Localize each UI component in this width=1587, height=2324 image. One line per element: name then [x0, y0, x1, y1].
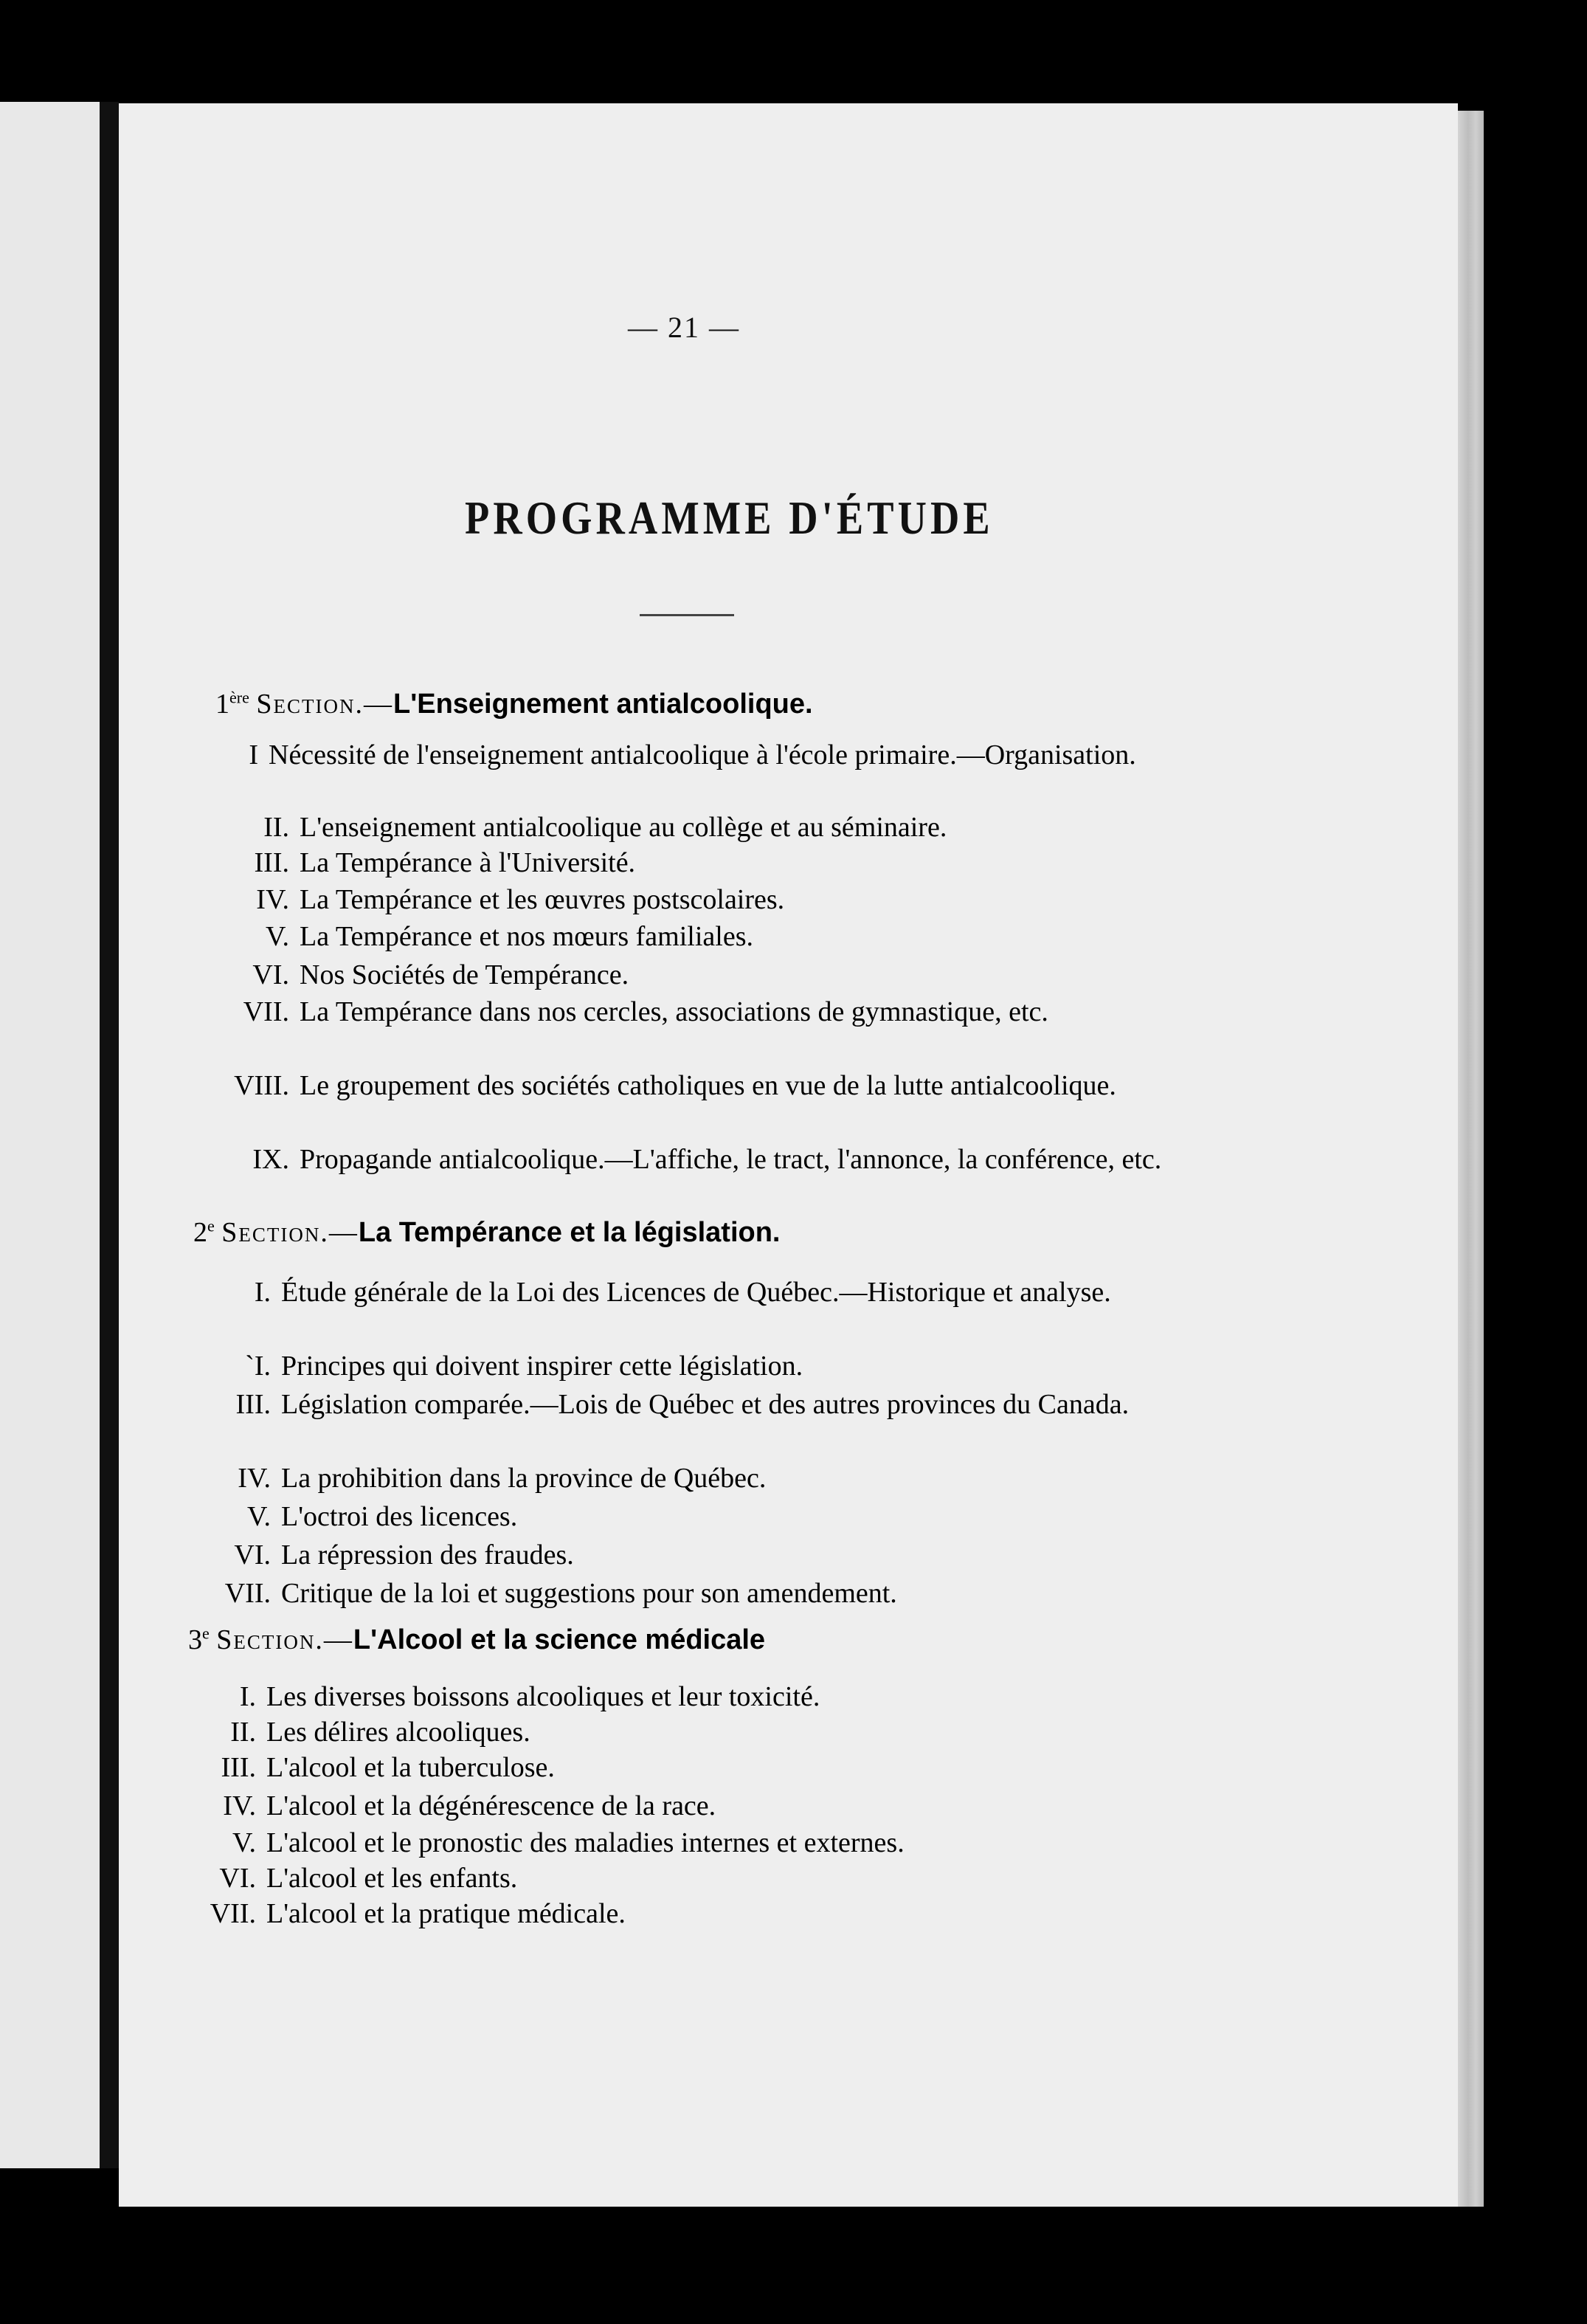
item-number: I: [249, 739, 258, 770]
item-text: La répression des fraudes.: [281, 1539, 574, 1570]
item-text: L'alcool et le pronostic des maladies internes et externes.: [266, 1827, 905, 1858]
section-1-heading: [215, 688, 813, 720]
list-item: [221, 958, 1185, 992]
section-label: Section.—: [216, 1624, 353, 1655]
list-item: [221, 1142, 1185, 1176]
list-item: [203, 1387, 1166, 1421]
list-item: [203, 1275, 1166, 1309]
item-text: L'enseignement antialcoolique au collège et au séminaire.: [300, 812, 947, 843]
item-number: VIII.: [234, 1070, 289, 1101]
item-number: IX.: [252, 1144, 289, 1175]
item-number: IV.: [238, 1463, 271, 1494]
item-text: Critique de la loi et suggestions pour son amendement.: [281, 1578, 897, 1609]
item-number: IV.: [223, 1790, 256, 1821]
item-text: L'alcool et la pratique médicale.: [266, 1898, 626, 1929]
list-item: [188, 1789, 1152, 1823]
section-label: Section.—: [221, 1217, 359, 1248]
item-number: `I.: [245, 1351, 271, 1382]
item-text: L'alcool et les enfants.: [266, 1863, 518, 1894]
list-item: [221, 1069, 1170, 1103]
list-item: [221, 995, 1170, 1029]
section-label: Section.—: [256, 689, 393, 720]
section-title: L'Alcool et la science médicale: [353, 1624, 766, 1655]
item-text: L'alcool et la dégénérescence de la race.: [266, 1790, 716, 1821]
book-spine: [100, 102, 119, 2168]
item-number: V.: [265, 921, 289, 952]
item-number: III.: [254, 847, 289, 878]
section-ordinal-sup: e: [202, 1624, 210, 1643]
list-item: [188, 1897, 1152, 1931]
page-title: PROGRAMME D'ÉTUDE: [465, 492, 994, 544]
list-item: [188, 1680, 1152, 1714]
section-2-heading: [193, 1216, 781, 1249]
item-number: III.: [235, 1389, 271, 1420]
item-number: I.: [239, 1681, 256, 1712]
item-number: VII.: [243, 996, 289, 1027]
list-item: [203, 1349, 1166, 1383]
item-text: La prohibition dans la province de Québec.: [281, 1463, 767, 1494]
item-text: La Tempérance et les œuvres postscolaires.: [300, 884, 785, 915]
item-number: V.: [246, 1501, 271, 1532]
section-ordinal-sup: e: [207, 1216, 215, 1235]
item-number: I.: [254, 1277, 271, 1308]
section-title: La Tempérance et la législation.: [358, 1217, 781, 1248]
item-text: Nos Sociétés de Tempérance.: [300, 959, 629, 990]
list-item: [203, 1500, 1166, 1534]
facing-page-edge: [0, 102, 100, 2168]
item-number: VII.: [224, 1578, 271, 1609]
item-text: L'alcool et la tuberculose.: [266, 1752, 555, 1783]
item-text: Législation comparée.—Lois de Québec et des autres provinces du Canada.: [281, 1389, 1130, 1420]
list-item: [203, 1538, 1166, 1572]
item-text: Propagande antialcoolique.—L'affiche, le tract, l'annonce, la conférence, etc.: [300, 1144, 1162, 1175]
list-item: [221, 920, 1185, 954]
list-item: [188, 1715, 1152, 1749]
item-text: Les délires alcooliques.: [266, 1717, 530, 1748]
item-number: II.: [263, 812, 289, 843]
list-item: [188, 1861, 1152, 1895]
item-number: VII.: [210, 1898, 256, 1929]
item-text: La Tempérance dans nos cercles, associations de gymnastique, etc.: [300, 996, 1048, 1027]
item-number: VI.: [252, 959, 289, 990]
item-number: IV.: [256, 884, 289, 915]
item-text: Étude générale de la Loi des Licences de Québec.—Historique et analyse.: [281, 1277, 1111, 1308]
item-number: VI.: [234, 1539, 271, 1570]
list-item: [188, 1751, 1152, 1785]
list-item: [203, 1576, 1166, 1610]
title-divider: [640, 614, 734, 616]
item-text: La Tempérance à l'Université.: [300, 847, 636, 878]
list-item: [221, 810, 1185, 844]
section-ordinal-sup: ère: [229, 688, 249, 707]
section-ordinal: 1: [215, 689, 229, 720]
page-number: — 21 —: [628, 311, 740, 344]
section-ordinal: 3: [188, 1624, 202, 1655]
item-number: V.: [232, 1827, 256, 1858]
item-text: La Tempérance et nos mœurs familiales.: [300, 921, 753, 952]
item-number: III.: [221, 1752, 256, 1783]
section-title: L'Enseignement antialcoolique.: [393, 689, 813, 720]
list-item: [188, 1826, 1189, 1860]
section-3-heading: [188, 1624, 765, 1656]
item-text: Le groupement des sociétés catholiques en vue de la lutte antialcoolique.: [300, 1070, 1116, 1101]
list-item: [221, 883, 1185, 917]
item-number: II.: [230, 1717, 256, 1748]
list-item: [203, 1461, 1166, 1495]
section-ordinal: 2: [193, 1217, 207, 1248]
item-text: L'octroi des licences.: [281, 1501, 518, 1532]
item-text: Les diverses boissons alcooliques et leur toxicité.: [266, 1681, 820, 1712]
item-number: VI.: [219, 1863, 256, 1894]
item-text: Principes qui doivent inspirer cette législation.: [281, 1351, 803, 1382]
list-item: [221, 738, 1183, 772]
page-stack-edge: [1458, 111, 1484, 2207]
item-text: Nécessité de l'enseignement antialcoolique à l'école primaire.—Organisation.: [269, 739, 1136, 770]
list-item: [221, 846, 1185, 880]
